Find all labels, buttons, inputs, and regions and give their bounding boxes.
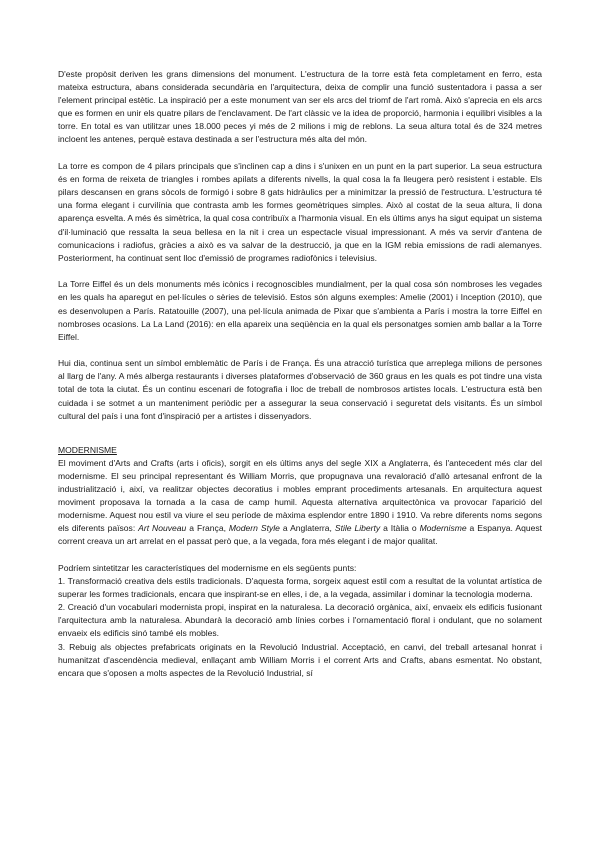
text-span: El moviment d'Arts and Crafts (arts i oficis), sorgit en els últims anys del segle XIX a Anglaterra, és l'antecedent més clar del modernisme. El seu principal representant és William Morris, que propugnava una revaloració d'allò artesanal enfront de la industrialització i, així, va realitzar objectes decoratius i mobles emprant procediments artesanals. En arquitectura aquest moviment proposava la tornada a la casa de camp humil. Aquesta alternativa arquitectònica va provocar l'aparició del modernisme. Aquest nou estil va viure el seu període de màxima esplendor entre 1890 i 1910. Va rebre diferents noms segons els diferents països: (58, 457, 542, 534)
paragraph-eiffel-today: Hui dia, continua sent un símbol emblemàtic de París i de França. És una atracció turística que arreplega milions de persones al llarg de l'any. A més alberga restaurants i diverses plataformes d'observació de 360 graus en les quals es pot tindre una vista total de tota la ciutat. És un continu escenari de fotografia i lloc de treball de nombrosos artistes locals. L'estructura està ben cuidada i se sotmet a un manteniment periòdic per a assegurar la seua conservació i seguretat dels visitants. És un símbol cultural del país i una font d'inspiració per a artistes i dissenyadors. (58, 358, 542, 421)
text-span: a Espanya. Aquest corrent creava un art arrelat en el passat però que, a la vegada, fora més elegant i de major qualitat. (58, 523, 543, 547)
paragraph-eiffel-origin: D'este propòsit deriven les grans dimensions del monument. L'estructura de la torre està feta completament en ferro, esta mateixa estructura, abans considerada secundària en l'arquitectura, deixa de complir una funció sustentadora i passa a ser l'element principal estètic. La inspiració per a este monument van ser els arcs del triomf de l'art romà. Això s'aprecia en els arcs que es formen en unir els quatre pilars de l'enclavament. De l'art clàssic ve la idea de proporció, harmonia i equilibri visibles a la torre. En total es van utilitzar unes 18.000 peces yi més de 2 milions i mig de reblons. La seua altura total és de 324 metres incloent les antenes, perquè estava destinada a ser l'estructura més alta del món. (58, 69, 542, 145)
term-stile-liberty: Stile Liberty (334, 523, 381, 534)
document-page (58, 68, 542, 680)
list-item: 2. Creació d'un vocabulari modernista propi, inspirat en la naturalesa. La decoració orgànica, així, envaeix els edificis fusionant l'arquitectura amb la naturalesa. Abundarà la decoració amb línies corbes i l'ornamentació floral i ondulant, que no solament envaeix els edificis sinó també els mobles. (58, 602, 542, 639)
paragraph-eiffel-media: La Torre Eiffel és un dels monuments més icònics i recognoscibles mundialment, per la qual cosa són nombroses les vegades en les quals ha aparegut en pel·lícules o sèries de televisió. Estos són alguns exemples: Amelie (2001) i Inception (2010), que es desenvolupen a París. Ratatouille (2007), una pel·lícula animada de Pixar que s'ambienta a París i mostra la torre Eiffel en nombroses ocasions. La La Land (2016): en ella apareix una seqüència en la qual els personatges somien amb ballar a la Torre Eiffel. (58, 279, 542, 342)
paragraph-eiffel-structure: La torre es compon de 4 pilars principals que s'inclinen cap a dins i s'unixen en un punt en la part superior. La seua estructura és en forma de reixeta de triangles i rombes apilats a diferents nivells, la qual cosa la fa lleugera però resistent i estable. Els pilars descansen en grans sòcols de formigó i sobre 8 gats hidràulics per a minimitzar la pressió de l'estructura. L'estructura té una forma elegant i curvilínia que contrasta amb les formes geomètriques simples. Això al costat de la seua altura, li dona aparença esvelta. A més és simètrica, la qual cosa contribuïx a l'harmonia visual. En els últims anys ha sigut equipat un sistema d'il·luminació que ressalta la seua bellesa en la nit i crea un espectacle visual impressionant. A més va servir d'antena de comunicacions i radiofus, gràcies a això es va salvar de la destrucció, ja que en la IGM rebia emissions de radi alemanyes. Posteriorment, ha continuat sent lloc d'emissió de programes radiofònics i televisius. (58, 161, 542, 263)
term-art-nouveau: Art Nouveau (138, 523, 187, 534)
section-gap (58, 423, 542, 444)
paragraph-gap (58, 265, 542, 279)
paragraph-gap (58, 549, 542, 563)
text-span: a França, (186, 523, 229, 534)
text-span: a Itàlia o (380, 523, 420, 534)
paragraph-characteristics-intro: Podríem sintetitzar les característiques del modernisme en els següents punts: (58, 563, 357, 573)
list-item: 1. Transformació creativa dels estils tradicionals. D'aquesta forma, sorgeix aquest estil com a resultat de la voluntat artística de superar les formes tradicionals, encara que inspirant-se en elles, i de, a la vegada, assimilar i dominar la tecnologia moderna. (58, 576, 542, 600)
section-heading-modernisme: MODERNISME (58, 444, 117, 455)
list-item: 3. Rebuig als objectes prefabricats originats en la Revolució Industrial. Acceptació, en canvi, del treball artesanal honrat i humanitzat d'ascendència medieval, enllaçant amb William Morris i el corrent Arts and Crafts, abans esmentat. No obstant, encara que s'oposen a molts aspectes de la Revolució Industrial, sí (58, 641, 542, 678)
term-modernisme: Modernisme (419, 523, 467, 534)
paragraph-gap (58, 147, 542, 161)
text-span: a Anglaterra, (279, 523, 335, 534)
term-modern-style: Modern Style (228, 523, 280, 534)
paragraph-modernisme-origin (58, 457, 542, 549)
paragraph-gap (58, 344, 542, 358)
